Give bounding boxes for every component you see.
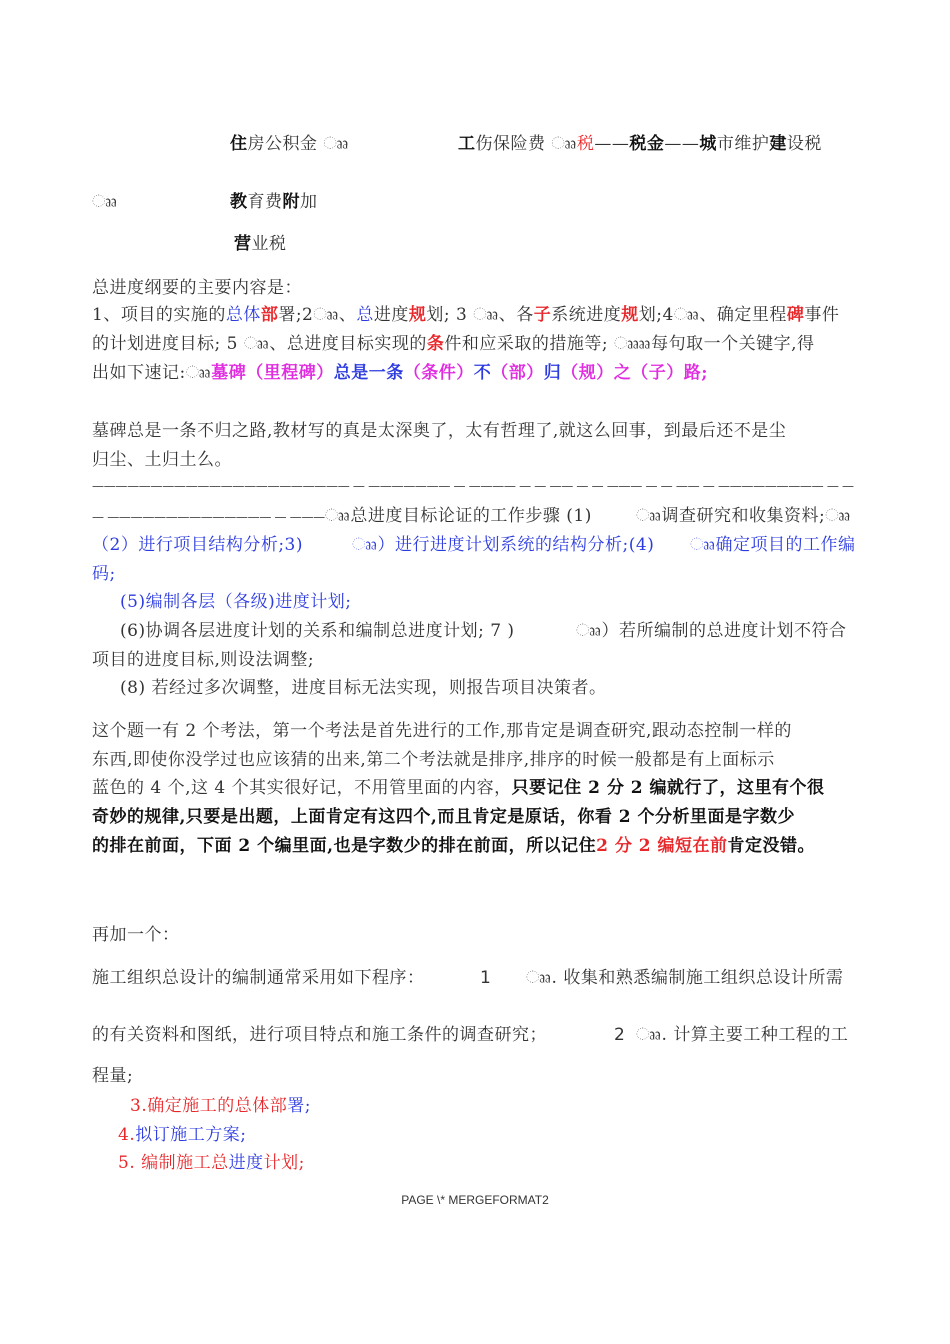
glyph-icon: ෲ [473,305,499,325]
steps-title-line: — —————————————— — ———ෲ总进度目标论证的工作步骤 (1) [92,506,592,526]
extra-item-5: 5. 编制施工总进度计划; [118,1153,305,1173]
glyph-icon: ෲ [92,192,118,212]
glyph-icon: ෲ [526,968,552,988]
extra-line-1b: ෲ. 收集和熟悉编制施工组织总设计所需 [526,968,844,988]
step-2: （2）进行项目结构分析;3) [92,535,303,555]
step-7: ෲ）若所编制的总进度计划不符合 [576,621,847,641]
step-3: ෲ）进行进度计划系统的结构分析;(4) [352,535,655,555]
extra-item-3: 3.确定施工的总体部署; [130,1096,311,1116]
glyph-icon: ෲ [636,506,662,526]
dash-separator: —————————————————————— — ——————— — ———— — — —— — — ——— — — —— — ————————— — — [92,479,854,493]
explain-line-3: 蓝色的 4 个,这 4 个其实很好记，不用管里面的内容，只要记住 2 分 2 编就行了，这里有个很 [92,778,825,798]
outline-heading: 总进度纲要的主要内容是： [92,278,302,298]
glyph-icon: ෲ [551,134,577,154]
glyph-icon: ෲ [576,621,602,641]
step-1: ෲ调查研究和收集资料;ෲ [636,506,851,526]
glyph-icon: ෲ [673,305,700,325]
step-6: (6)协调各层进度计划的关系和编制总进度计划; 7 ) [120,621,515,641]
outline-para-line-3: 出如下速记:ෲ墓碑（里程碑）总是一条（条件）不（部）归（规）之（子）路; [92,363,709,383]
tax-line-1b: 工伤保险费 ෲ税——税金——城市维护建设税 [458,134,822,154]
page-footer: PAGE \* MERGEFORMAT2 [401,1193,549,1207]
explain-line-1: 这个题一有 2 个考法，第一个考法是首先进行的工作,那肯定是调查研究,跟动态控制一样的 [92,721,792,741]
explain-line-2: 东西,即使你没学过也应该猜的出来,第二个考法就是排序,排序的时候一般都是有上面标示 [92,750,775,770]
glyph-icon: ෲ [243,334,270,354]
extra-line-1: 施工组织总设计的编制通常采用如下程序： [92,968,425,988]
extra-num-2: 2 [614,1025,626,1045]
extra-line-2b: ෲ. 计算主要工种工程的工 [636,1025,849,1045]
outline-para-line-2: 的计划进度目标; 5 ෲ、总进度目标实现的条件和应采取的措施等; ෲ每句取一个关键字,得 [92,334,815,354]
outline-para-line-1: 1、项目的实施的总体部署;2ෲ、总进度规划; 3 ෲ、各子系统进度规划;4ෲ、确定里程碑事件 [92,305,840,325]
tax-line-3: 营业税 [234,234,287,254]
tax-line-1: 住房公积金 ෲ [230,134,349,154]
glyph-icon: ෲ [185,363,212,383]
glyph-icon: ෲ [690,535,716,555]
step-7-cont: 项目的进度目标,则设法调整; [92,650,315,670]
explain-line-4: 奇妙的规律,只要是出题，上面肯定有这四个,而且肯定是原话，你看 2 个分析里面是字数少 [92,807,796,827]
extra-item-4: 4.拟订施工方案; [118,1125,247,1145]
glyph-icon: ෲ [313,305,339,325]
step-4-cont: 码; [92,564,116,584]
explain-line-5: 的排在前面，下面 2 个编里面,也是字数少的排在前面，所以记住2 分 2 编短在前肯定没错。 [92,836,816,856]
step-4: ෲ确定项目的工作编 [690,535,856,555]
extra-line-2: 的有关资料和图纸，进行项目特点和施工条件的调查研究； [92,1025,547,1045]
extra-line-3: 程量; [92,1066,134,1086]
tax-glyph [92,192,118,212]
glyph-icon: ෲ [352,535,378,555]
glyph-icon: ෲ [636,1025,662,1045]
glyph-icon: ෲ [324,506,351,526]
glyph-icon: ෲ [825,506,851,526]
comment-line-1: 墓碑总是一条不归之路,教材写的真是太深奥了，太有哲理了,就这么回事，到最后还不是尘 [92,421,787,441]
glyph-icon: ෲ [323,134,349,154]
glyph-icon: ෲ [614,334,652,354]
extra-title: 再加一个： [92,925,180,945]
comment-line-2: 归尘、土归土么。 [92,450,232,470]
step-5: (5)编制各层（各级)进度计划; [120,592,352,612]
extra-num-1: 1 [480,968,492,988]
step-8: (8) 若经过多次调整，进度目标无法实现，则报告项目决策者。 [120,678,607,698]
tax-line-2: 教育费附加 [230,192,318,212]
